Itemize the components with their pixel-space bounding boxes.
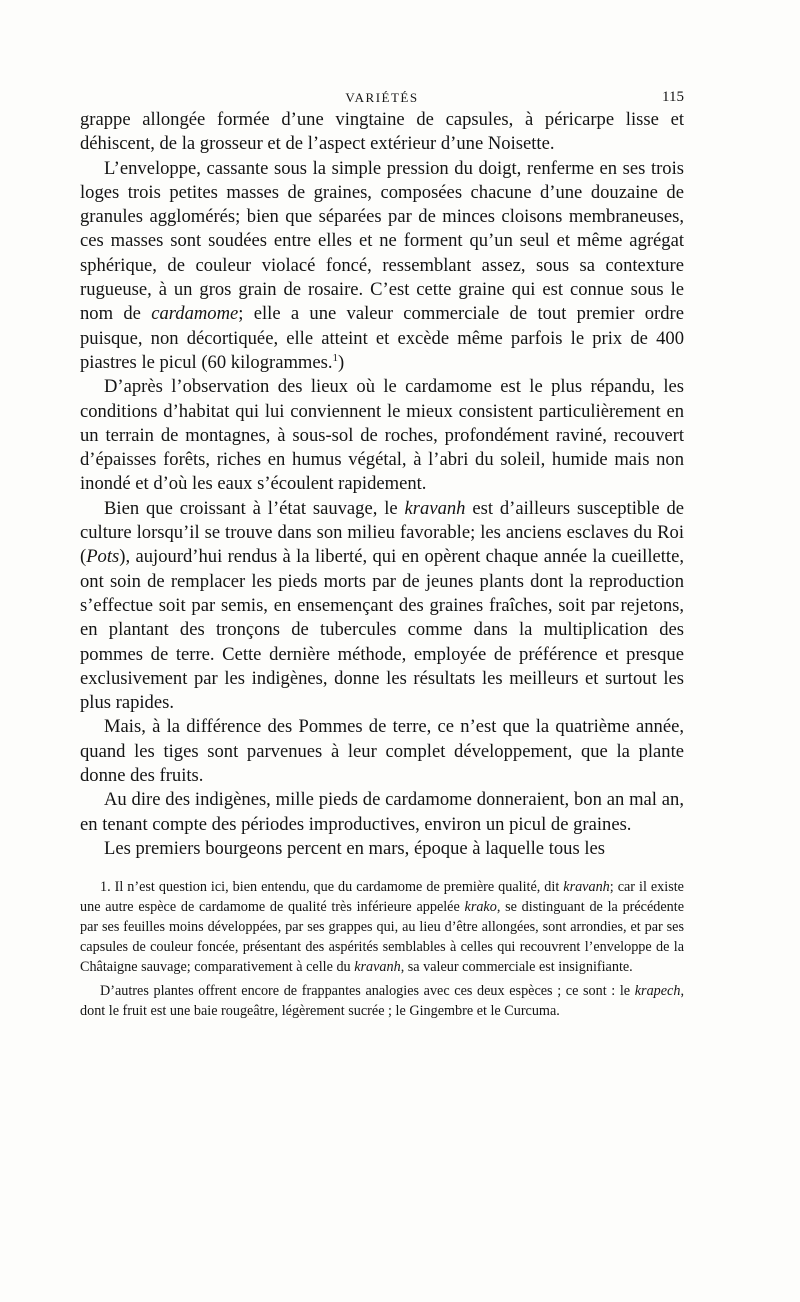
book-page	[80, 78, 684, 1021]
text-run: 1. Il n’est question ici, bien entendu, que du cardamome de première qualité, dit	[100, 879, 564, 896]
body-text	[80, 108, 684, 861]
paragraph: D’après l’observation des lieux où le cardamome est le plus répandu, les conditions d’habitat qui lui conviennent le mieux consistent particulièrement en un terrain de montagnes, à sous-sol de roches, profondément raviné, recouvert d’épaisses forêts, riches en humus végétal, à l’abri du soleil, humide mais non inondé et d’où les eaux s’écoulent rapidement.	[80, 376, 684, 495]
italic-term: cardamome	[151, 303, 239, 325]
page-header	[80, 78, 684, 108]
paragraph: Mais, à la différence des Pommes de terre, ce n’est que la quatrième année, quand les tiges sont parvenues à leur complet développement, que la plante donne des fruits.	[80, 716, 684, 787]
text-run: , se distinguant de la précédente par ses feuilles moins développées, par ses grappes qui, au lieu d’être allongées, sont arrondies, et par ses capsules de couleur foncée, présentant des aspérités semblables à celles qui recouvrent l’enveloppe de la Châtaigne sauvage; comparativement à celle du	[80, 899, 684, 976]
text-run: Bien que croissant à l’état sauvage, le	[104, 497, 405, 519]
italic-term: Pots	[86, 546, 120, 568]
italic-term: kravanh	[563, 879, 610, 896]
italic-term: kravanh	[404, 497, 466, 519]
text-run: ; car il existe une autre espèce de cardamome de qualité très inférieure appelée	[80, 879, 684, 916]
italic-term: krapech	[634, 983, 681, 1000]
footnote	[80, 877, 684, 977]
italic-term: krako	[464, 899, 497, 916]
text-run: L’enveloppe, cassante sous la simple pression du doigt, renferme en ses trois loges trois petites masses de graines, composées chacune d’une douzaine de granules agglomérés; bien que séparées par de minces cloisons membraneuses, ces masses sont soudées entre elles et ne forment qu’un seul et même agrégat sphérique, de couleur violacé foncé, ressemblant assez, sous sa contexture rugueuse, à un gros grain de rosaire. C’est cette graine qui est connue sous le nom de	[80, 157, 684, 325]
text-run: ), aujourd’hui rendus à la liberté, qui en opèrent chaque année la cueillette, ont soin de remplacer les pieds morts par de jeunes plants dont la reproduction s’effectue soit par semis, en ensemençant des graines fraîches, soit par rejetons, en plantant des tronçons de tubercules comme dans la multiplication des pommes de terre. Cette dernière méthode, employée de préférence et presque exclusivement par les indigènes, donne les résultats les meilleurs et surtout les plus rapides.	[80, 546, 684, 714]
text-run: D’autres plantes offrent encore de frappantes analogies avec ces deux espèces ; ce sont : le	[100, 983, 635, 1000]
text-run: est d’ailleurs susceptible de culture lorsqu’il se trouve dans son milieu favorable; les anciens esclaves du Roi (	[80, 497, 684, 568]
paragraph: grappe allongée formée d’une vingtaine de capsules, à péricarpe lisse et déhiscent, de la grosseur et de l’aspect extérieur d’une Noisette.	[80, 109, 684, 155]
footnote-reference: 1	[332, 351, 339, 364]
paragraph: Les premiers bourgeons percent en mars, époque à laquelle tous les	[104, 837, 606, 859]
text-run: )	[338, 351, 345, 373]
text-run: , sa valeur commerciale est insignifiante.	[400, 959, 633, 976]
text-run: ; elle a une valeur commerciale de tout premier ordre puisque, non décortiquée, elle atteint et excède même parfois le prix de 400 piastres le picul (60 kilogrammes.	[80, 303, 684, 373]
paragraph: Au dire des indigènes, mille pieds de cardamome donneraient, bon an mal an, en tenant compte des périodes improductives, environ un picul de graines.	[80, 789, 684, 835]
page-number: 115	[662, 89, 684, 105]
running-title: VARIÉTÉS	[345, 90, 419, 105]
paragraph	[80, 497, 684, 716]
text-run: , dont le fruit est une baie rougeâtre, légèrement sucrée ; le Gingembre et le Curcuma.	[80, 983, 684, 1020]
italic-term: kravanh	[354, 959, 401, 976]
footnotes	[80, 877, 684, 1021]
footnote	[80, 981, 684, 1021]
paragraph	[80, 157, 684, 376]
